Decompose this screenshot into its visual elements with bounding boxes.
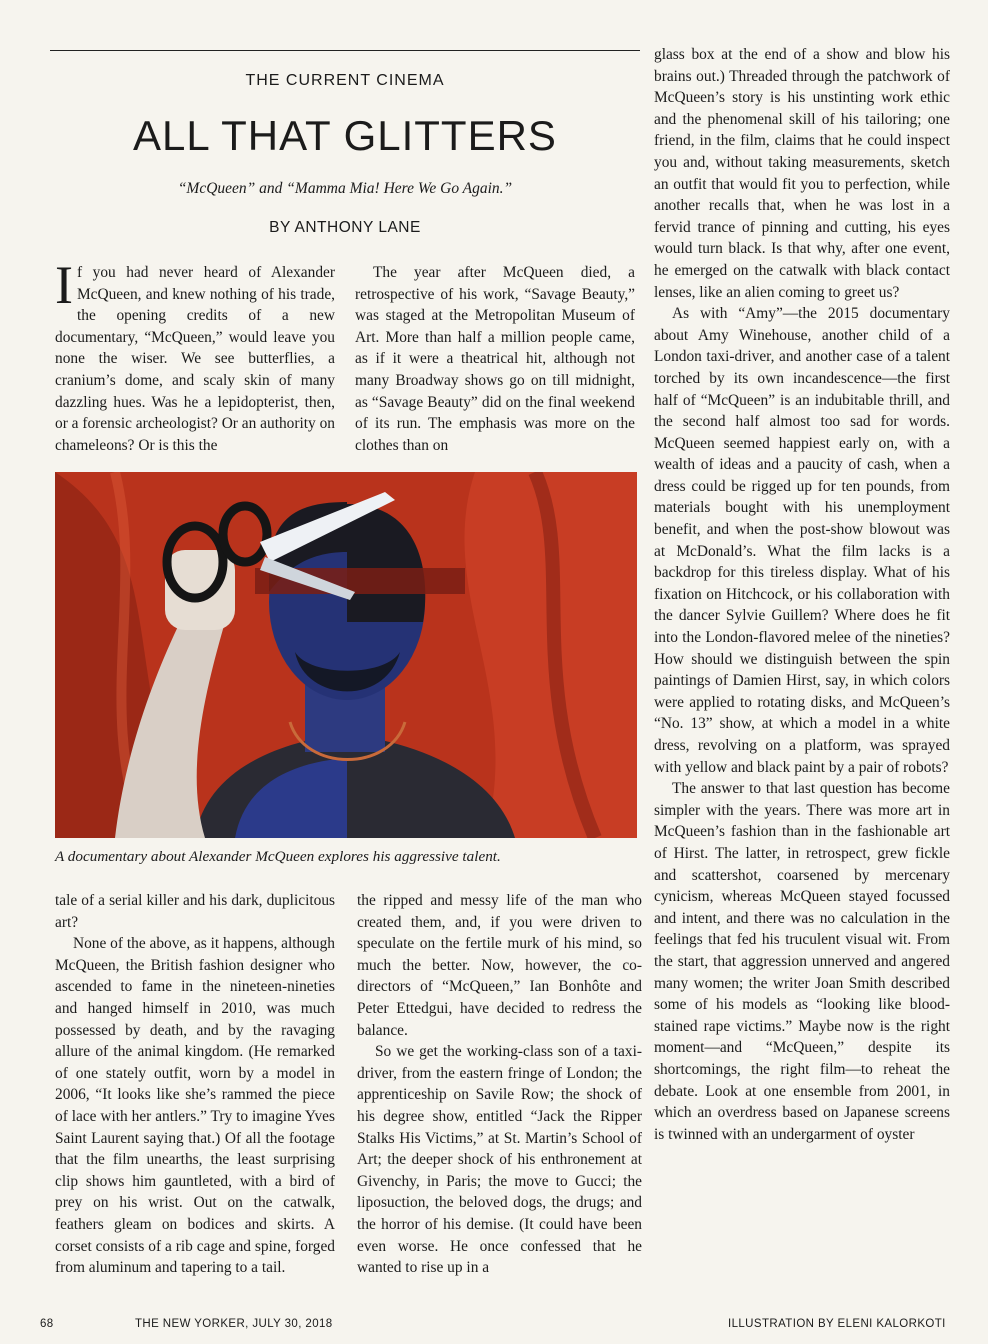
body-paragraph: the ripped and messy life of the man who created them, and, if you were driven to speculate on the fertile murk of his mind, so much the better. Now, however, the co-directors of “McQueen,” Ian Bonhôte and Peter Ettedgui, have decided to redress the balance.	[357, 892, 642, 1039]
column-2-bottom	[357, 890, 642, 1279]
byline: BY ANTHONY LANE	[269, 219, 421, 236]
body-paragraph: tale of a serial killer and his dark, duplicitous art?	[55, 892, 335, 931]
article-dek: “McQueen” and “Mamma Mia! Here We Go Again.”	[177, 180, 513, 197]
body-paragraph: So we get the working-class son of a taxi-driver, from the eastern fringe of London; the apprenticeship on Savile Row; the shock of his degree show, entitled “Jack the Ripper Stalks His Victims,” at St. Martin’s School of Art; the deeper shock of his enthronement at Givenchy, in Paris; the move to Gucci; the liposuction, the beloved dogs, the drugs; and the horror of his demise. (It could have been even worse. He once confessed that he wanted to rise up in a	[357, 1043, 642, 1277]
column-1-bottom	[55, 890, 335, 1279]
column-1-top	[55, 255, 335, 456]
section-label: THE CURRENT CINEMA	[245, 72, 445, 89]
article-illustration	[55, 472, 637, 838]
body-paragraph: If you had never heard of Alexander McQueen, and knew nothing of his trade, the opening credits of a new documentary, “McQueen,” would leave you none the wiser. We see butterflies, a cranium’s dome, and scaly skin of many dazzling hues. Was he a lepidopterist, then, or a forensic archeologist? Or an authority on chameleons? Or is this the	[55, 255, 335, 454]
column-2-top	[355, 262, 635, 456]
body-paragraph: None of the above, as it happens, although McQueen, the British fashion designer who ascended to fame in the nineteen-nineties and hanged himself in 2010, was much possessed by death, and by the ravaging allure of the animal kingdom. (He remarked of one stately outfit, worn by a model in 2006, “It looks like she’s rammed the piece of lace with her antlers.” Try to imagine Yves Saint Laurent saying that.) Of all the footage that the film unearths, the least surprising clip shows him gauntleted, with a bird of prey on his wrist. Out on the catwalk, feathers gleam on bodices and skirts. A corset consists of a rib cage and spine, forged from aluminum and tapering to a tail.	[55, 935, 336, 1277]
body-paragraph: As with “Amy”—the 2015 documentary about Amy Winehouse, another child of a London taxi-driver, and another case of a talent torched by its own incandescence—the first half of “McQueen” is an indubitable thrill, and the second half almost too sad for words. McQueen seemed happiest early on, with a wealth of ideas and a paucity of cash, when a dress could be rigged up for ten pounds, from materials bought with his unemployment benefit, and when the post-show blowout was at McDonald’s. What the film lacks is a backdrop for this tireless display. What of his fixation on Hitchcock, or his collaboration with the dancer Sylvie Guillem? Where does he fit into the London-flavored melee of the nineties? How should we distinguish between the spin paintings of Damien Hirst, say, in which colors were applied to rotating disks, and McQueen’s “No. 13” show, at which a model in a white dress, revolving on a platform, was sprayed with yellow and black paint by a pair of robots?	[654, 305, 950, 776]
header-rule	[50, 50, 640, 51]
article-headline: ALL THAT GLITTERS	[133, 112, 557, 159]
publication-line: THE NEW YORKER, JULY 30, 2018	[135, 1318, 333, 1330]
illustration-artwork	[55, 472, 637, 838]
illustration-credit: ILLUSTRATION BY ELENI KALORKOTI	[728, 1318, 946, 1330]
illustration-caption: A documentary about Alexander McQueen explores his aggressive talent.	[55, 848, 501, 865]
drop-cap: I	[55, 255, 73, 315]
body-paragraph: glass box at the end of a show and blow his brains out.) Threaded through the patchwork of McQueen’s story is his unstinting work ethic and the phenomenal skill of his tailoring; one friend, in the film, claims that he could inspect you and, without taking measurements, sketch an outfit that would fit you to perfection, while another recalls that, when he was lost in a fervid trance of pinning and cutting, his eyes would turn black. Is that why, after one event, he emerged on the catwalk with black contact lenses, like an alien coming to greet us?	[654, 46, 950, 301]
body-paragraph: The answer to that last question has become simpler with the years. There was more art in McQueen’s fashion than in the fashionable art of Hirst. The latter, in retrospect, grew fickle and scattershot, coarsened by mercenary cynicism, whereas McQueen stayed focussed and intent, and there was no calculation in the feelings that fed his truculent visual wit. From the start, that aggression unnerved and angered many women; the writer Joan Smith described some of his models as “looking like blood-stained rape victims.” Maybe now is the right moment—and “McQueen,” despite its shortcomings, the right film—to reheat the debate. Look at one ensemble from 2001, in which an overdress based on Japanese screens is twinned with an undergarment of oyster	[654, 780, 950, 1143]
body-paragraph: The year after McQueen died, a retrospective of his work, “Savage Beauty,” was staged at the Metropolitan Museum of Art. More than half a million people came, as if it were a theatrical hit, although not many Broadway shows go on till midnight, as “Savage Beauty” did on the final weekend of its run. The emphasis was more on the clothes than on	[355, 264, 635, 454]
column-3	[654, 44, 950, 1145]
page-number: 68	[40, 1318, 54, 1330]
